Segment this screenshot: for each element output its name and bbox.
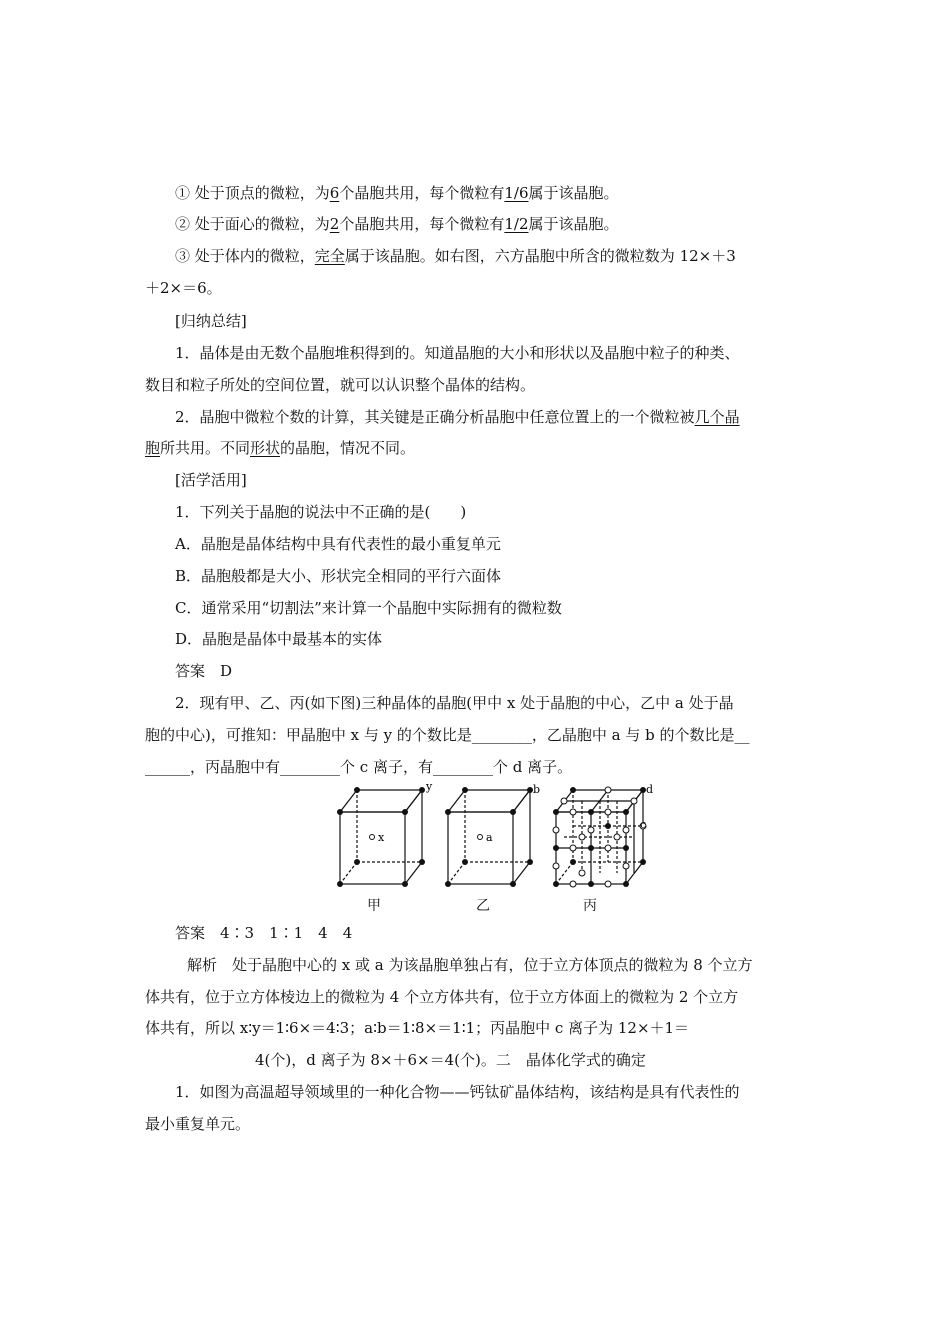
question-2: 2．现有甲、乙、丙(如下图)三种晶体的晶胞(甲中 x 处于晶胞的中心，乙中 a 处于晶 [175,694,734,712]
explanation-2: 体共有，位于立方体棱边上的微粒为 4 个立方体共有，位于立方体面上的微粒为 2 个立方 [145,988,739,1006]
option-a: A．晶胞是晶体结构中具有代表性的最小重复单元 [175,535,501,553]
caption-yi: 乙 [476,898,490,914]
label-d: d [646,783,654,796]
option-c: C．通常采用“切割法”来计算一个晶胞中实际拥有的微粒数 [175,599,562,617]
caption-jia: 甲 [367,898,381,914]
crystal-cells-figure [330,782,660,917]
summary-1: 1．晶体是由无数个晶胞堆积得到的。知道晶胞的大小和形状以及晶胞中粒子的种类、 [175,344,740,362]
question-1: 1．下列关于晶胞的说法中不正确的是( ) [175,503,467,521]
option-b: B．晶胞般都是大小、形状完全相同的平行六面体 [175,567,502,585]
question-2-cont: 胞的中心)，可推知：甲晶胞中 x 与 y 的个数比是________，乙晶胞中 a 与 b 的个数比是__ [145,726,750,744]
explanation-3: 体共有，所以 x∶y＝1∶6×＝4∶3；a∶b＝1∶8×＝1∶1；丙晶胞中 c 离子为 12×＋1＝ [145,1019,690,1037]
point-interior-cont: ＋2×＝6。 [145,279,222,297]
question-2-cont2: ______，丙晶胞中有________个 c 离子，有________个 d 离子。 [145,758,573,776]
label-y: y [426,782,433,793]
summary-1-cont: 数目和粒子所处的空间位置，就可以认识整个晶体的结构。 [145,376,536,394]
point-face: ② 处于面心的微粒，为2个晶胞共用，每个微粒有1/2属于该晶胞。 [175,215,619,233]
topic-1-cont: 最小重复单元。 [145,1115,251,1133]
label-c: c [640,818,647,831]
label-x: x [378,831,385,844]
label-b: b [533,783,541,796]
answer-1: 答案 D [175,662,233,680]
practice-heading: [活学活用] [175,471,247,489]
option-d: D．晶胞是晶体中最基本的实体 [175,630,383,648]
label-a: a [486,831,493,844]
point-interior: ③ 处于体内的微粒，完全属于该晶胞。如右图，六方晶胞中所含的微粒数为 12×＋3 [175,247,736,265]
summary-heading: [归纳总结] [175,312,247,330]
explanation-1: 解析 处于晶胞中心的 x 或 a 为该晶胞单独占有，位于立方体顶点的微粒为 8 个立方 [187,956,753,974]
topic-1: 1．如图为高温超导领域里的一种化合物——钙钛矿晶体结构，该结构是具有代表性的 [175,1083,740,1101]
cell-bing [556,790,643,884]
point-vertex: ① 处于顶点的微粒，为6个晶胞共用，每个微粒有1/6属于该晶胞。 [175,184,619,202]
summary-2: 2．晶胞中微粒个数的计算，其关键是正确分析晶胞中任意位置上的一个微粒被几个晶 [175,408,740,426]
caption-bing: 丙 [583,898,597,914]
summary-2-cont: 胞所共用。不同形状的晶胞，情况不同。 [145,439,416,457]
answer-2: 答案 4∶3 1∶1 4 4 [175,924,353,942]
explanation-4: 4(个)，d 离子为 8×＋6×＝4(个)。二 晶体化学式的确定 [255,1051,646,1069]
